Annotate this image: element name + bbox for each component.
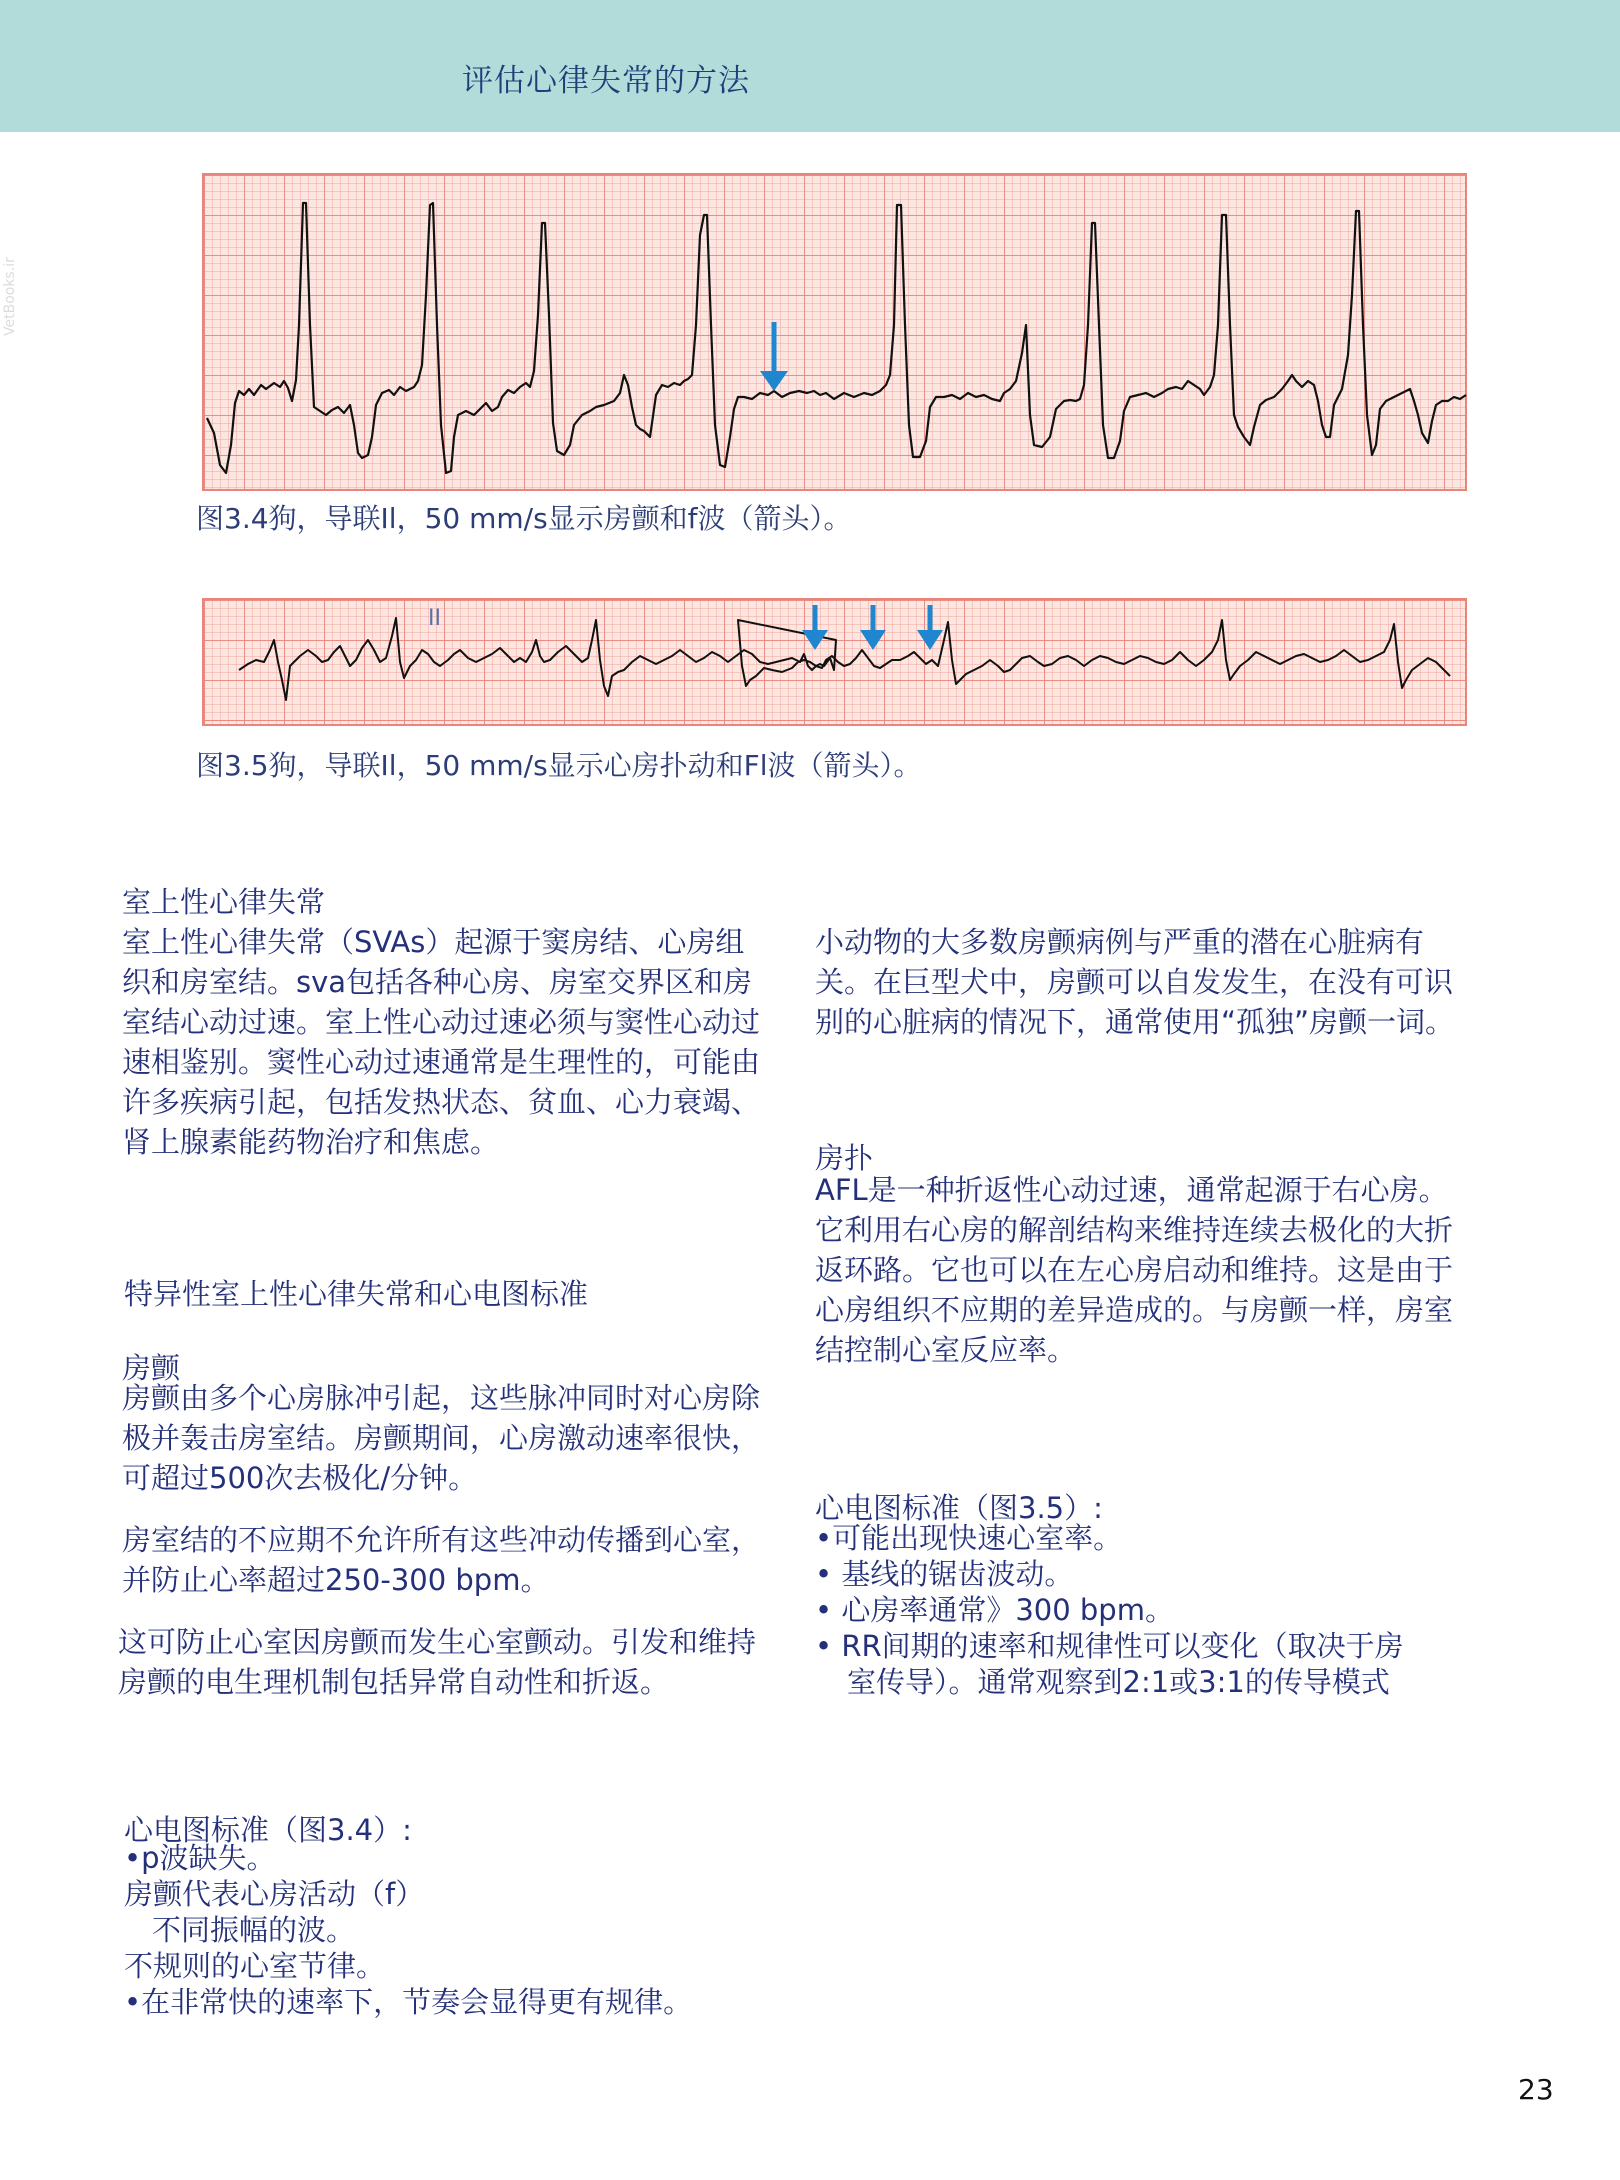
ecg-trace-fig-3-5: [204, 600, 1469, 728]
lead-label: II: [428, 606, 441, 631]
arrow-icon: [760, 322, 788, 391]
svt-heading: 室上性心律失常: [122, 885, 326, 919]
list-item: •可能出现快速心室率。: [815, 1521, 1123, 1555]
page-header: [0, 0, 1620, 132]
arrow-icon: [917, 605, 943, 650]
afl-heading: 房扑: [815, 1141, 874, 1175]
af-heading: 房颤: [122, 1351, 181, 1385]
page-header-title: 评估心律失常的方法: [462, 63, 750, 99]
ecg-strip-fig-3-4: [202, 173, 1467, 491]
ecg-trace-fig-3-4: [204, 175, 1469, 493]
list-item: 不同振幅的波。: [152, 1913, 356, 1947]
list-item: 室传导）。通常观察到2:1或3:1的传导模式: [847, 1665, 1390, 1699]
ecg-criteria-3-5-list: [815, 1520, 1475, 1700]
arrow-icon: [860, 605, 886, 650]
afl-body: AFL是一种折返性心动过速，通常起源于右心房。它利用右心房的解剖结构来维持连续去极化的大折返环路。它也可以在左心房启动和维持。这是由于心房组织不应期的差异造成的。与房颤一样，房室结控制心室反应率。: [815, 1173, 1454, 1367]
svt-body: 室上性心律失常（SVAs）起源于窦房结、心房组织和房室结。sva包括各种心房、房室交界区和房室结心动过速。室上性心动过速必须与窦性心动过速相鉴别。窦性心动过速通常是生理性的，可能由许多疾病引起，包括发热状态、贫血、心力衰竭、肾上腺素能药物治疗和焦虑。: [122, 925, 761, 1159]
figure-3-5-caption: 图3.5狗，导联Il，50 mm/s显示心房扑动和Fl波（箭头）。: [196, 749, 922, 782]
af-paragraph-2: 房室结的不应期不允许所有这些冲动传播到心室，并防止心率超过250-300 bpm。: [122, 1523, 761, 1597]
af-paragraph-3: 这可防止心室因房颤而发生心室颤动。引发和维持房颤的电生理机制包括异常自动性和折返。: [118, 1625, 757, 1699]
list-item: • 基线的锯齿波动。: [815, 1557, 1074, 1591]
af-small-animals-paragraph: 小动物的大多数房颤病例与严重的潜在心脏病有关。在巨型犬中，房颤可以自发发生，在没有可识别的心脏病的情况下，通常使用“孤独”房颤一词。: [815, 925, 1455, 1039]
list-item: • 心房率通常》300 bpm。: [815, 1593, 1174, 1627]
watermark: VetBooks.ir: [2, 257, 18, 336]
list-item: • RR间期的速率和规律性可以变化（取决于房: [815, 1629, 1404, 1663]
ecg-criteria-3-4-heading: 心电图标准（图3.4）:: [124, 1813, 412, 1847]
list-item: •在非常快的速率下，节奏会显得更有规律。: [124, 1985, 693, 2019]
list-item: 房颤代表心房活动（f）: [124, 1877, 425, 1911]
page-number: 23: [1518, 2073, 1554, 2106]
ecg-criteria-3-4-list: [124, 1840, 774, 2020]
specific-svt-heading: 特异性室上性心律失常和心电图标准: [124, 1277, 589, 1311]
ecg-criteria-3-5-heading: 心电图标准（图3.5）:: [815, 1491, 1103, 1525]
ecg-strip-fig-3-5: [202, 598, 1467, 726]
figure-3-4-caption: 图3.4狗，导联Il，50 mm/s显示房颤和f波（箭头）。: [196, 502, 852, 535]
af-paragraph-1: 房颤由多个心房脉冲引起，这些脉冲同时对心房除极并轰击房室结。房颤期间，心房激动速率很快，可超过500次去极化/分钟。: [122, 1381, 761, 1495]
list-item: 不规则的心室节律。: [124, 1949, 386, 1983]
arrow-icon: [802, 605, 828, 650]
list-item: •p波缺失。: [124, 1841, 276, 1875]
